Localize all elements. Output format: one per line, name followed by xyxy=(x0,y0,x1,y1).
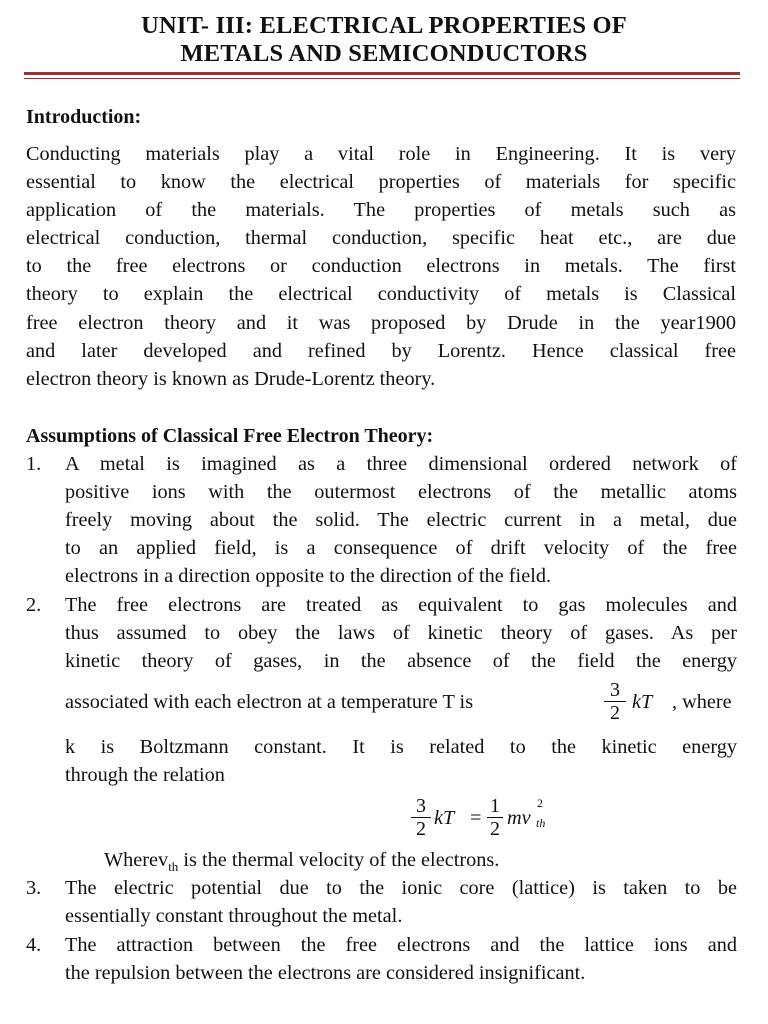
list-item-body xyxy=(65,591,737,675)
intro-line: to the free electrons or conduction electrons in metals. The first xyxy=(26,255,736,278)
title-divider xyxy=(24,72,740,79)
intro-line: Conducting materials play a vital role in Engineering. It is very xyxy=(26,143,736,165)
fraction-numerator: 1 xyxy=(490,795,500,817)
fraction-denominator: 2 xyxy=(416,818,426,840)
introduction-paragraph xyxy=(26,140,736,393)
title-line-2: METALS AND SEMICONDUCTORS xyxy=(180,40,588,67)
list-line: electrons in a direction opposite to the direction of the field. xyxy=(65,565,552,588)
list-item-body xyxy=(65,874,737,930)
equals-sign: = xyxy=(470,807,482,829)
intro-line: free electron theory and it was proposed by Drude in the year1900 xyxy=(26,311,736,334)
where-suffix: is the thermal velocity of the electrons. xyxy=(178,849,500,871)
list-item-body xyxy=(65,931,737,987)
list-line: positive ions with the outermost electrons of the metallic atoms xyxy=(65,481,737,504)
list-number: 3. xyxy=(26,877,42,899)
list-line: associated with each electron at a temperature T is xyxy=(65,691,474,713)
where-subscript: th xyxy=(168,859,179,875)
subscript-th: th xyxy=(536,816,546,830)
list-number: 1. xyxy=(26,453,42,475)
intro-line: electrical conduction, thermal conduction, specific heat etc., are due xyxy=(26,227,736,250)
fraction-denominator: 2 xyxy=(610,702,620,724)
kT-term: kT xyxy=(434,807,455,829)
list-line: through the relation xyxy=(65,764,225,787)
kT-term: kT xyxy=(632,691,653,713)
list-line: freely moving about the solid. The electric current in a metal, due xyxy=(65,509,737,532)
intro-line: electron theory is known as Drude-Lorentz theory. xyxy=(26,367,436,390)
list-line: essentially constant throughout the metal. xyxy=(65,905,403,928)
fraction-three-halves xyxy=(411,796,431,839)
mv-term: mv xyxy=(507,807,531,829)
intro-line: theory to explain the electrical conductivity of metals is Classical xyxy=(26,283,736,306)
fraction-denominator: 2 xyxy=(490,818,500,840)
list-line: thus assumed to obey the laws of kinetic theory of gases. As per xyxy=(65,622,737,645)
list-item-body xyxy=(65,450,737,590)
introduction-heading: Introduction: xyxy=(26,106,142,128)
list-item-body xyxy=(65,733,737,789)
list-number: 2. xyxy=(26,594,42,616)
list-line: The free electrons are treated as equivalent to gas molecules and xyxy=(65,594,737,616)
list-line: A metal is imagined as a three dimensional ordered network of xyxy=(65,453,737,475)
list-line: kinetic theory of gases, in the absence of the field the energy xyxy=(65,650,737,673)
list-line: to an applied field, is a consequence of drift velocity of the free xyxy=(65,537,737,560)
fraction-numerator: 3 xyxy=(416,795,426,817)
list-line: k is Boltzmann constant. It is related to the kinetic energy xyxy=(65,736,737,758)
superscript-2: 2 xyxy=(537,796,543,810)
list-number: 4. xyxy=(26,934,42,956)
fraction-three-halves xyxy=(604,680,626,723)
fraction-one-half xyxy=(487,796,503,839)
list-line: the repulsion between the electrons are considered insignificant. xyxy=(65,962,586,985)
list-line-suffix: , where xyxy=(672,691,732,713)
assumptions-heading: Assumptions of Classical Free Electron Theory: xyxy=(26,425,434,447)
list-line: The attraction between the free electrons and the lattice ions and xyxy=(65,934,737,956)
page-title xyxy=(0,12,768,68)
intro-line: and later developed and refined by Lorentz. Hence classical free xyxy=(26,339,736,362)
intro-line: essential to know the electrical properties of materials for specific xyxy=(26,171,736,194)
list-line: The electric potential due to the ionic core (lattice) is taken to be xyxy=(65,877,737,899)
intro-line: application of the materials. The properties of metals such as xyxy=(26,199,736,222)
title-line-1: UNIT- III: ELECTRICAL PROPERTIES OF xyxy=(141,12,627,39)
where-prefix: Wherev xyxy=(104,849,169,871)
where-line xyxy=(104,846,499,874)
fraction-numerator: 3 xyxy=(610,679,620,701)
